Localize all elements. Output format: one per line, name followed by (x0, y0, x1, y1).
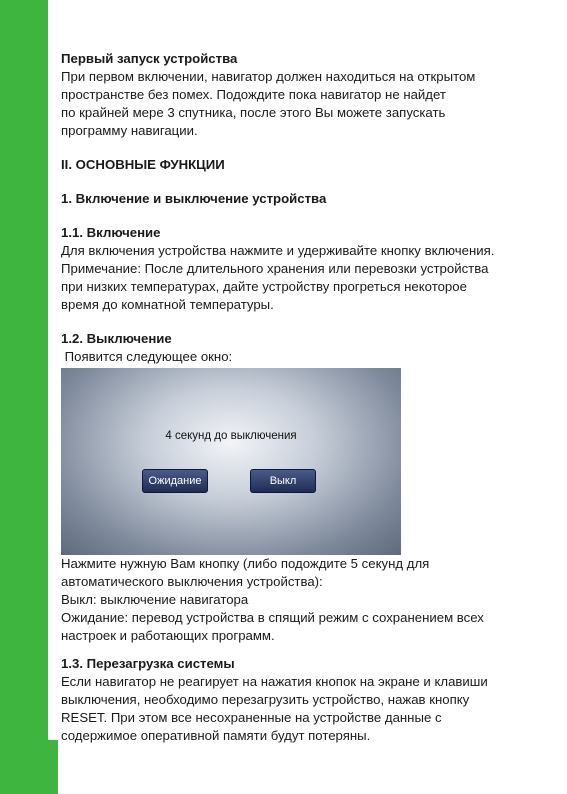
paragraph-line: выключения, необходимо перезагрузить устройство, нажав кнопку (61, 692, 470, 707)
shutdown-countdown-message: 4 секунд до выключения (165, 430, 297, 442)
reboot-heading: 1.3. Перезагрузка системы (61, 656, 235, 671)
paragraph-line: Выкл: выключение навигатора (61, 592, 249, 607)
subsection-heading: 1. Включение и выключение устройства (61, 191, 327, 206)
paragraph-line: Примечание: После длительного хранения или перевозки устройства (61, 261, 489, 276)
paragraph-line: время до комнатной температуры. (61, 297, 274, 312)
paragraph-line: содержимое оперативной памяти будут потеряны. (61, 728, 371, 743)
shutdown-dialog-screenshot (61, 368, 401, 555)
power-on-heading: 1.1. Включение (61, 225, 161, 240)
section-heading: II. ОСНОВНЫЕ ФУНКЦИИ (61, 157, 225, 172)
paragraph-line: автоматического выключения устройства): (61, 574, 323, 589)
page-content (61, 50, 551, 745)
paragraph-line: Ожидание: перевод устройства в спящий режим с сохранением всех (61, 610, 484, 625)
paragraph-line: Для включения устройства нажмите и удерживайте кнопку включения. (61, 243, 495, 258)
paragraph-line: по крайней мере 3 спутника, после этого Вы можете запускать (61, 105, 446, 120)
first-start-heading: Первый запуск устройства (61, 51, 238, 66)
power-off-heading: 1.2. Выключение (61, 331, 172, 346)
power-off-button[interactable]: Выкл (250, 469, 316, 493)
paragraph-line: настроек и работающих программ. (61, 628, 275, 643)
power-off-intro: Появится следующее окно: (61, 349, 233, 364)
wait-button[interactable]: Ожидание (142, 469, 208, 493)
paragraph-line: пространстве без помех. Подождите пока навигатор не найдет (61, 87, 446, 102)
paragraph-line: При первом включении, навигатор должен находиться на открытом (61, 69, 476, 84)
paragraph-line: Если навигатор не реагирует на нажатия кнопок на экране и клавиши (61, 674, 488, 689)
paragraph-line: программу навигации. (61, 123, 198, 138)
green-corner-block (0, 740, 58, 794)
green-side-bar (0, 0, 48, 740)
paragraph-line: при низких температурах, дайте устройству прогреться некоторое (61, 279, 467, 294)
paragraph-line: Нажмите нужную Вам кнопку (либо подождите 5 секунд для (61, 556, 430, 571)
paragraph-line: RESET. При этом все несохраненные на устройстве данные с (61, 710, 442, 725)
